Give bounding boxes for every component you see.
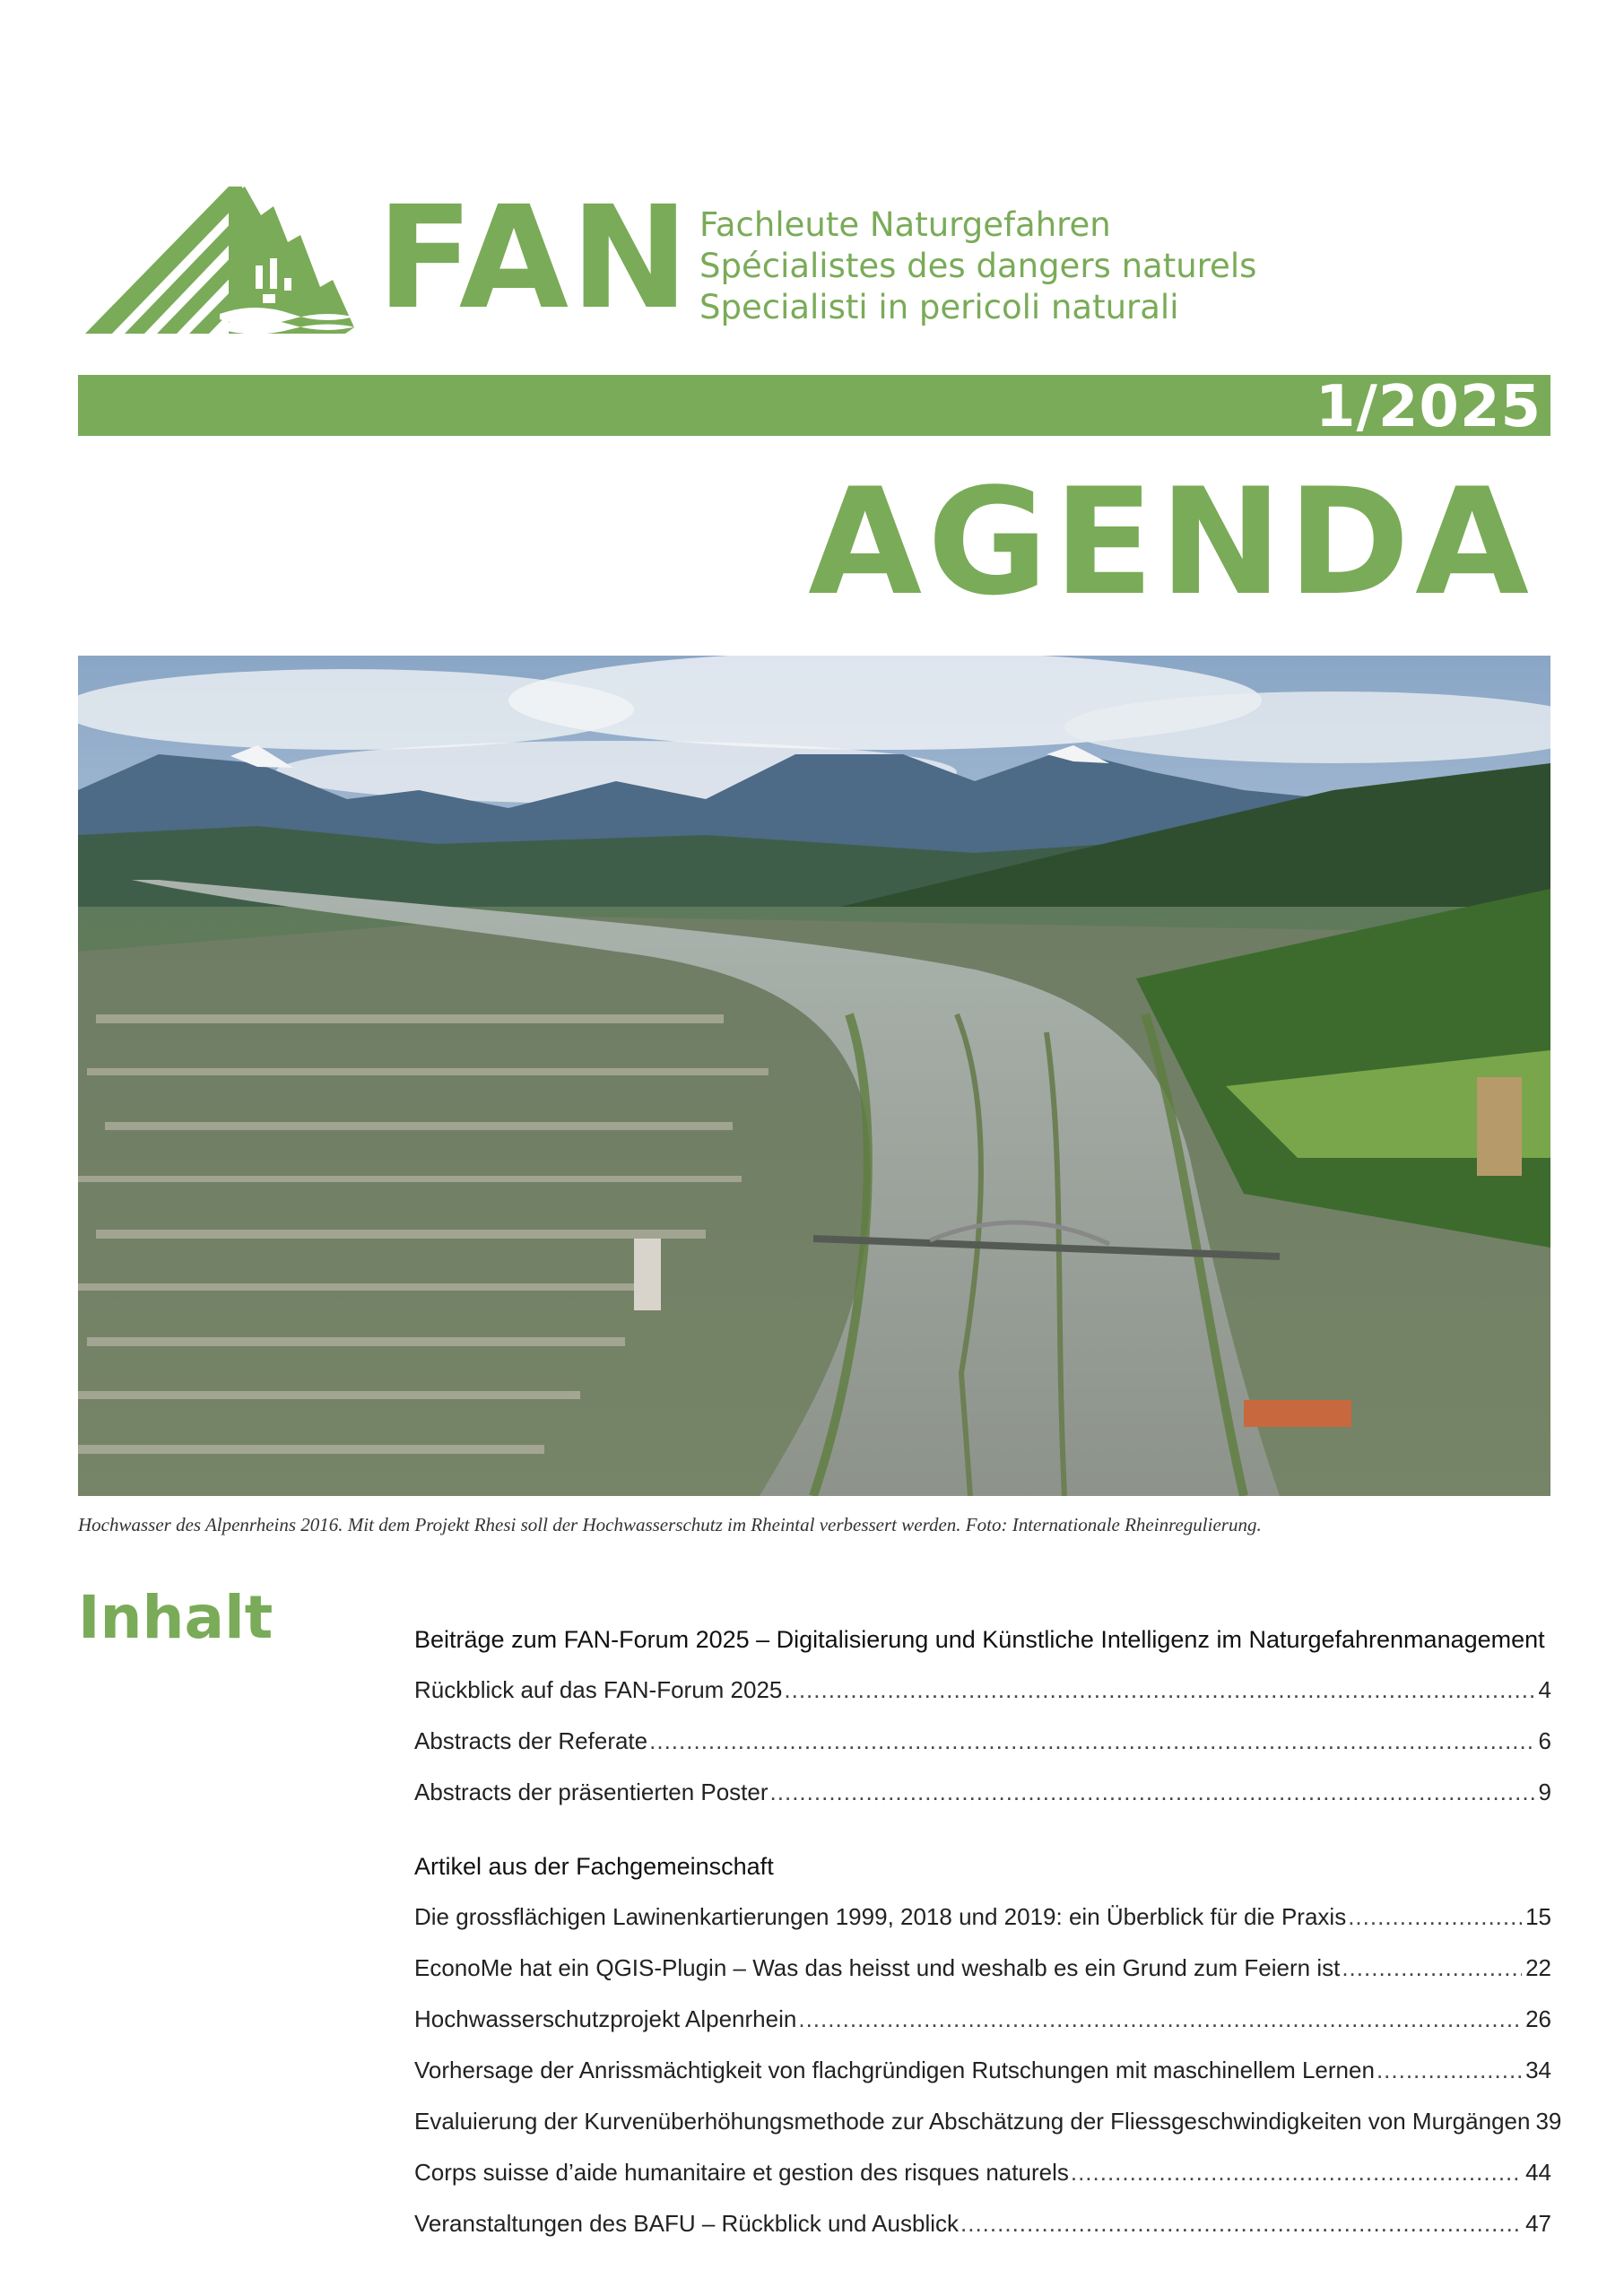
cover-photo [78, 656, 1550, 1496]
toc-entry-page: 44 [1525, 2159, 1551, 2186]
toc-leader-dots [649, 1716, 1534, 1767]
toc-entry-title: Die grossflächigen Lawinenkartierungen 1999, 2018 und 2019: ein Überblick für die Praxis [414, 1903, 1347, 1930]
toc-leader-dots [1071, 2147, 1522, 2198]
fan-logo-mountain-icon [85, 179, 363, 334]
toc-entry-title: Veranstaltungen des BAFU – Rückblick und Ausblick [414, 2210, 960, 2237]
toc-section-title: Beiträge zum FAN-Forum 2025 – Digitalisierung und Künstliche Intelligenz im Naturgefahrenmanagement [414, 1626, 1545, 1653]
toc-entry-title: Abstracts der präsentierten Poster [414, 1779, 769, 1805]
toc-entry[interactable] [414, 1994, 1551, 2045]
toc-entry-page: 39 [1535, 2108, 1562, 2135]
toc-entry[interactable] [414, 1767, 1551, 1818]
toc-entry-page: 47 [1525, 2210, 1551, 2237]
toc-entry-page: 6 [1538, 1727, 1551, 1754]
toc-entry-page: 15 [1525, 1903, 1551, 1930]
toc-entry-title: Hochwasserschutzprojekt Alpenrhein [414, 2005, 797, 2032]
toc-leader-dots [1342, 1943, 1522, 1994]
issue-number: 1/2025 [1315, 374, 1541, 440]
toc-leader-dots [960, 2198, 1522, 2249]
toc-entry[interactable] [414, 2096, 1562, 2147]
toc-entry[interactable] [414, 2147, 1551, 2198]
photo-caption: Hochwasser des Alpenrheins 2016. Mit dem Projekt Rhesi soll der Hochwasserschutz im Rheintal verbessert werden. Foto: Internationale Rheinregulierung. [78, 1514, 1262, 1535]
toc-leader-dots [770, 1767, 1535, 1818]
toc-entry[interactable] [414, 1716, 1551, 1767]
aerial-river-valley-photo-icon [78, 656, 1550, 1496]
toc-entry-page: 4 [1538, 1676, 1551, 1703]
toc-entry-page: 22 [1525, 1954, 1551, 1981]
toc-entry-title: EconoMe hat ein QGIS-Plugin – Was das heisst und weshalb es ein Grund zum Feiern ist [414, 1954, 1341, 1981]
toc-leader-dots [1376, 2045, 1522, 2096]
toc-entry-page: 26 [1525, 2005, 1551, 2032]
tagline-de: Fachleute Naturgefahren [699, 205, 1111, 244]
toc-heading: Inhalt [78, 1583, 274, 1652]
logo-tagline [699, 204, 1256, 328]
toc-entry-page: 34 [1525, 2057, 1551, 2083]
logo-wordmark: FAN [377, 176, 691, 341]
toc-entry[interactable] [414, 1943, 1551, 1994]
toc-entry-title: Vorhersage der Anrissmächtigkeit von flachgründigen Rutschungen mit maschinellem Lernen [414, 2057, 1375, 2083]
toc-section-title: Artikel aus der Fachgemeinschaft [414, 1853, 774, 1880]
toc-entry-title: Evaluierung der Kurvenüberhöhungsmethode zur Abschätzung der Fliessgeschwindigkeiten von Murgängen [414, 2108, 1531, 2135]
page-title: AGENDA [808, 457, 1534, 628]
issue-bar [78, 374, 1550, 440]
toc-entry-title: Rückblick auf das FAN-Forum 2025 [414, 1676, 783, 1703]
toc-entry-title: Abstracts der Referate [414, 1727, 648, 1754]
toc-entry[interactable] [414, 1892, 1551, 1943]
toc-entry-title: Corps suisse d’aide humanitaire et gestion des risques naturels [414, 2159, 1069, 2186]
toc-leader-dots [798, 1994, 1522, 2045]
table-of-contents [414, 1614, 1562, 2249]
toc-entry[interactable] [414, 1665, 1551, 1716]
tagline-fr: Spécialistes des dangers naturels [699, 247, 1257, 285]
toc-entry[interactable] [414, 2198, 1551, 2249]
toc-leader-dots [784, 1665, 1534, 1716]
toc-leader-dots [1348, 1892, 1522, 1943]
tagline-it: Specialisti in pericoli naturali [699, 288, 1179, 326]
toc-entry[interactable] [414, 2045, 1551, 2096]
toc-entry-page: 9 [1538, 1779, 1551, 1805]
